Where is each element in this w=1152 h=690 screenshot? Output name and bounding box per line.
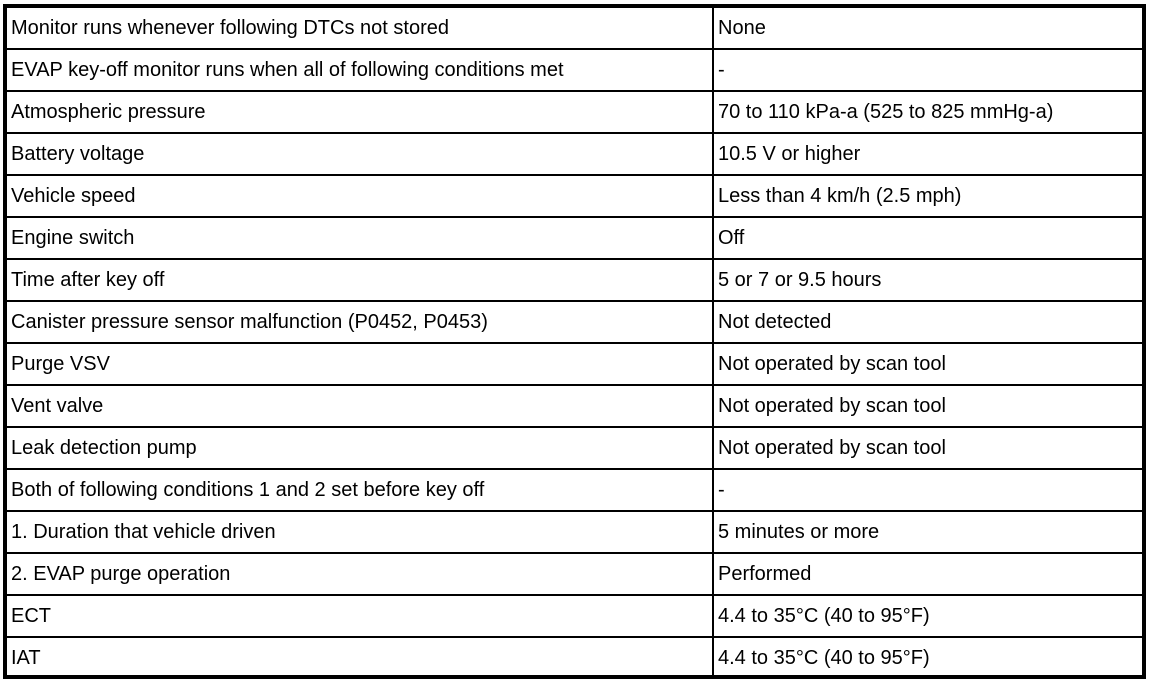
spec-table-frame [3,4,1146,679]
value-cell: Performed [713,553,1142,595]
table-row [7,217,1142,259]
table-row [7,511,1142,553]
value-cell: Not detected [713,301,1142,343]
parameter-cell: Monitor runs whenever following DTCs not stored [7,8,713,49]
table-row [7,343,1142,385]
table-row [7,49,1142,91]
value-cell: 5 minutes or more [713,511,1142,553]
parameter-cell: EVAP key-off monitor runs when all of following conditions met [7,49,713,91]
value-cell: 4.4 to 35°C (40 to 95°F) [713,595,1142,637]
parameter-cell: Both of following conditions 1 and 2 set before key off [7,469,713,511]
table-row [7,637,1142,678]
monitor-conditions-table [7,8,1142,678]
value-cell: Less than 4 km/h (2.5 mph) [713,175,1142,217]
parameter-cell: IAT [7,637,713,678]
parameter-cell: Atmospheric pressure [7,91,713,133]
parameter-cell: 1. Duration that vehicle driven [7,511,713,553]
table-row [7,385,1142,427]
table-row [7,133,1142,175]
parameter-cell: Purge VSV [7,343,713,385]
parameter-cell: Engine switch [7,217,713,259]
parameter-cell: Battery voltage [7,133,713,175]
value-cell: - [713,49,1142,91]
value-cell: 4.4 to 35°C (40 to 95°F) [713,637,1142,678]
table-row [7,8,1142,49]
parameter-cell: ECT [7,595,713,637]
value-cell: None [713,8,1142,49]
value-cell: Not operated by scan tool [713,343,1142,385]
parameter-cell: Time after key off [7,259,713,301]
table-row [7,175,1142,217]
table-row [7,91,1142,133]
table-row [7,259,1142,301]
value-cell: Off [713,217,1142,259]
parameter-cell: Canister pressure sensor malfunction (P0452, P0453) [7,301,713,343]
parameter-cell: Leak detection pump [7,427,713,469]
value-cell: 5 or 7 or 9.5 hours [713,259,1142,301]
value-cell: 70 to 110 kPa-a (525 to 825 mmHg-a) [713,91,1142,133]
parameter-cell: 2. EVAP purge operation [7,553,713,595]
table-row [7,553,1142,595]
table-row [7,469,1142,511]
value-cell: Not operated by scan tool [713,427,1142,469]
value-cell: - [713,469,1142,511]
parameter-cell: Vehicle speed [7,175,713,217]
table-row [7,301,1142,343]
table-row [7,595,1142,637]
parameter-cell: Vent valve [7,385,713,427]
value-cell: Not operated by scan tool [713,385,1142,427]
table-row [7,427,1142,469]
value-cell: 10.5 V or higher [713,133,1142,175]
